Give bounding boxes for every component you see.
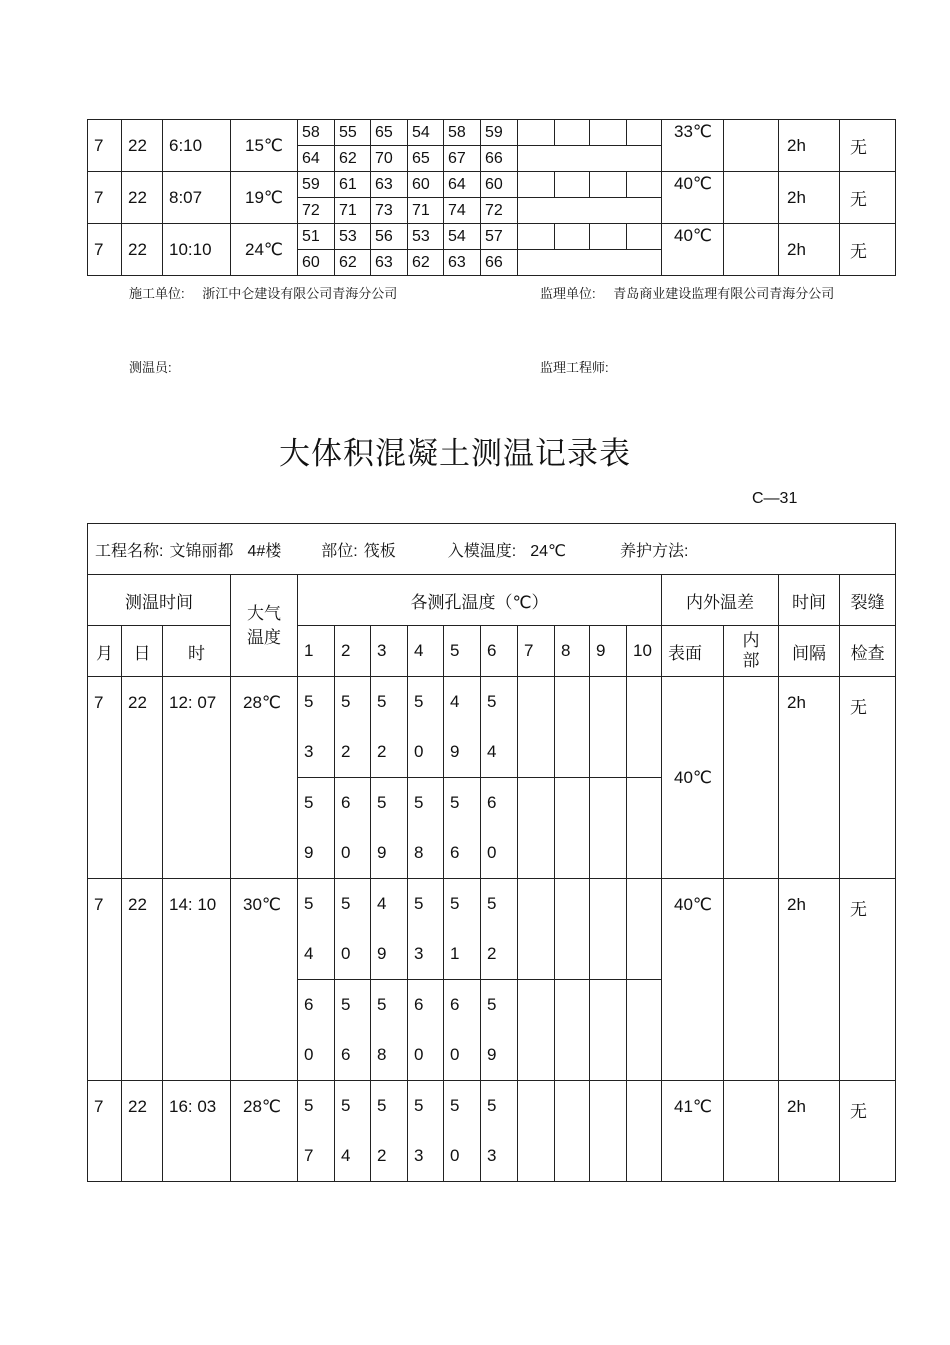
project-label: 工程名称: [95,542,164,560]
hole-temp-digit: 5 [487,692,497,711]
surface-diff-cell: 40℃ [662,172,724,224]
hole-temp-cell [408,1081,444,1182]
hole-temp-digit: 6 [450,995,460,1014]
hole-temp-cell [481,778,518,879]
hole-temp-digit: 4 [304,944,314,963]
day-cell: 22 [122,879,163,1081]
crack-cell: 无 [840,879,896,1081]
interval-cell: 2h [779,677,840,879]
hole-temp-cell [371,980,408,1081]
empty-hole-cell [555,1081,590,1182]
hole-temp-cell: 71 [335,198,371,224]
hole-temp-cell [298,778,335,879]
hole-temp-cell [481,1081,518,1182]
air-temp-cell: 30℃ [231,879,298,1081]
hole-temp-cell [371,677,408,778]
hole-temp-digit: 4 [341,1146,351,1165]
hole-temp-digit: 0 [450,1045,460,1064]
time-cell: 8:07 [163,172,231,224]
hole-temp-digit: 5 [304,894,314,913]
hole-temp-cell: 67 [444,146,481,172]
empty-hole-cell [555,879,590,980]
hole-number-header: 2 [335,626,371,677]
crack-cell: 无 [840,172,896,224]
empty-hole-cell [590,980,627,1081]
empty-hole-cell [555,172,590,198]
empty-hole-cell [627,980,662,1081]
empty-hole-cell [590,224,627,250]
hole-temp-cell: 63 [371,250,408,276]
hole-temp-cell: 58 [298,120,335,146]
inner-diff-cell [724,879,779,1081]
mold-temp-label: 入模温度: [447,542,517,560]
hole-temp-cell: 59 [298,172,335,198]
supervision-unit-value: 青岛商业建设监理有限公司青海分公司 [613,286,835,301]
month-cell: 7 [88,172,122,224]
month-cell: 7 [88,677,122,879]
day-cell: 22 [122,1081,163,1182]
hole-temp-cell [298,1081,335,1182]
crack-header-2: 检查 [840,626,896,677]
engineer-label: 监理工程师: [540,360,609,375]
hole-temp-cell [444,879,481,980]
hole-temp-digit: 0 [341,843,351,862]
hole-temp-digit: 6 [414,995,424,1014]
empty-hole-cell [518,980,555,1081]
day-header: 日 [122,626,163,677]
hole-temp-cell: 63 [371,172,408,198]
air-temp-header-line1: 大气 [247,603,281,623]
hole-temp-digit: 0 [304,1045,314,1064]
hole-temp-cell: 74 [444,198,481,224]
empty-hole-cell [518,778,555,879]
hole-temp-cell: 72 [481,198,518,224]
project-value: 文锦丽都 [169,542,234,560]
day-cell: 22 [122,172,163,224]
inner-header [724,626,779,677]
hole-temp-cell: 60 [298,250,335,276]
hole-temp-cell: 62 [335,250,371,276]
hole-temp-cell: 57 [481,224,518,250]
hole-temp-digit: 4 [487,742,497,761]
previous-page-table [87,119,896,276]
construction-unit-label: 施工单位: [129,286,185,301]
air-temp-header [231,575,298,677]
hole-temp-digit: 4 [450,692,460,711]
hole-temp-cell [481,879,518,980]
hole-temp-digit: 5 [377,793,387,812]
hole-temp-digit: 3 [304,742,314,761]
hole-temp-digit: 6 [341,793,351,812]
air-temp-cell: 19℃ [231,172,298,224]
hole-temp-digit: 5 [304,793,314,812]
supervision-unit-label: 监理单位: [540,286,596,301]
table-row [88,1081,896,1182]
hole-temp-digit: 9 [377,944,387,963]
day-cell: 22 [122,224,163,276]
hole-temp-cell: 70 [371,146,408,172]
hole-number-header: 8 [555,626,590,677]
interval-header-2: 间隔 [779,626,840,677]
hole-temp-digit: 6 [341,1045,351,1064]
inner-diff-cell [724,677,779,879]
hole-temp-cell: 51 [298,224,335,250]
hole-number-header: 9 [590,626,627,677]
month-cell: 7 [88,224,122,276]
hole-temp-cell: 54 [408,120,444,146]
empty-hole-cell [518,879,555,980]
day-cell: 22 [122,677,163,879]
holes-header: 各测孔温度（℃） [298,575,662,626]
interval-header-1: 时间 [779,575,840,626]
empty-hole-cell [590,1081,627,1182]
hole-temp-digit: 6 [304,995,314,1014]
hour-header: 时 [163,626,231,677]
month-cell: 7 [88,120,122,172]
hole-temp-cell [335,677,371,778]
hole-temp-digit: 0 [414,1045,424,1064]
interval-cell: 2h [779,120,840,172]
temperature-record-table [87,523,896,1182]
hole-temp-cell: 64 [298,146,335,172]
hole-temp-cell [298,879,335,980]
hole-temp-cell: 62 [335,146,371,172]
inner-diff-cell [724,172,779,224]
empty-hole-cell [590,172,627,198]
empty-hole-cell [518,677,555,778]
supervision-unit [540,283,834,302]
interval-cell: 2h [779,879,840,1081]
hole-temp-cell: 61 [335,172,371,198]
empty-hole-cell [627,879,662,980]
empty-hole-cell [518,1081,555,1182]
hole-temp-cell [408,778,444,879]
table-row [88,172,896,198]
surface-diff-cell: 40℃ [662,677,724,879]
curing-label: 养护方法: [619,542,689,560]
empty-hole-cell [518,120,555,146]
surface-diff-cell: 40℃ [662,224,724,276]
empty-hole-cell [590,120,627,146]
hole-temp-digit: 5 [377,1096,387,1115]
mold-temp-value: 24℃ [530,542,566,560]
measurer-label: 测温员: [129,360,172,375]
empty-hole-cell [555,778,590,879]
empty-hole-cell [590,778,627,879]
hole-temp-digit: 9 [377,843,387,862]
month-cell: 7 [88,1081,122,1182]
hole-temp-digit: 8 [414,843,424,862]
hole-temp-cell [408,879,444,980]
hole-temp-digit: 5 [414,894,424,913]
hole-temp-digit: 5 [304,1096,314,1115]
hole-temp-cell [298,980,335,1081]
hole-number-header: 5 [444,626,481,677]
crack-cell: 无 [840,677,896,879]
hole-temp-cell [335,879,371,980]
construction-unit [129,283,397,302]
hole-temp-digit: 5 [304,692,314,711]
hole-temp-digit: 0 [450,1146,460,1165]
measure-time-header: 测温时间 [88,575,231,626]
empty-hole-cell [627,1081,662,1182]
construction-unit-value: 浙江中仑建设有限公司青海分公司 [202,286,398,301]
hole-temp-cell: 60 [481,172,518,198]
hole-temp-digit: 8 [377,1045,387,1064]
hole-temp-digit: 6 [487,793,497,812]
empty-hole-cell [627,224,662,250]
hole-temp-cell [298,677,335,778]
hole-temp-digit: 5 [487,894,497,913]
table-row [88,120,896,146]
empty-hole-cell [518,224,555,250]
hole-temp-cell: 56 [371,224,408,250]
hole-temp-digit: 0 [341,944,351,963]
hole-temp-digit: 5 [341,1096,351,1115]
empty-hole-cell [627,677,662,778]
air-temp-cell: 24℃ [231,224,298,276]
surface-diff-cell: 33℃ [662,120,724,172]
hole-temp-digit: 5 [450,793,460,812]
empty-hole-cell [627,120,662,146]
inner-diff-cell [724,1081,779,1182]
header-row-1 [88,575,896,626]
hole-temp-cell: 59 [481,120,518,146]
empty-hole-cell [555,677,590,778]
air-temp-cell: 28℃ [231,1081,298,1182]
hole-number-header: 6 [481,626,518,677]
month-cell: 7 [88,879,122,1081]
day-cell: 22 [122,120,163,172]
hole-temp-digit: 5 [414,1096,424,1115]
air-temp-header-line2: 温度 [247,627,281,647]
inner-header-line1: 内 [742,631,760,650]
hole-temp-cell [371,1081,408,1182]
time-cell: 10:10 [163,224,231,276]
crack-cell: 无 [840,120,896,172]
hole-temp-digit: 4 [377,894,387,913]
empty-hole-cell [555,120,590,146]
hole-temp-digit: 9 [450,742,460,761]
hole-temp-cell: 54 [444,224,481,250]
page-title: 大体积混凝土测温记录表 [279,436,631,471]
surface-header: 表面 [662,626,724,677]
crack-header-1: 裂缝 [840,575,896,626]
hole-temp-cell [444,677,481,778]
inner-header-line2: 部 [742,651,760,670]
hole-temp-cell [371,879,408,980]
hole-temp-cell [335,778,371,879]
hole-temp-cell [335,980,371,1081]
table-row [88,879,896,980]
empty-hole-cell [555,980,590,1081]
hole-temp-cell [371,778,408,879]
empty-hole-cell [627,172,662,198]
hole-temp-digit: 5 [414,793,424,812]
hole-temp-digit: 5 [487,1096,497,1115]
hole-temp-digit: 5 [341,894,351,913]
hole-temp-digit: 9 [304,843,314,862]
hole-temp-digit: 0 [414,742,424,761]
hole-temp-cell [408,677,444,778]
month-header: 月 [88,626,122,677]
hole-temp-digit: 5 [487,995,497,1014]
hole-temp-digit: 3 [414,944,424,963]
empty-hole-cell [518,146,662,172]
empty-hole-cell [518,250,662,276]
hole-temp-cell: 53 [408,224,444,250]
hole-temp-cell: 58 [444,120,481,146]
hole-temp-cell: 65 [408,146,444,172]
table-row [88,677,896,778]
empty-hole-cell [590,879,627,980]
project-info [88,524,896,575]
hole-temp-digit: 5 [450,894,460,913]
hole-temp-digit: 5 [377,692,387,711]
hole-temp-digit: 5 [414,692,424,711]
hole-temp-digit: 2 [377,742,387,761]
hole-temp-cell: 65 [371,120,408,146]
hole-temp-digit: 6 [450,843,460,862]
hole-number-header: 7 [518,626,555,677]
hole-temp-cell [335,1081,371,1182]
hole-temp-cell: 60 [408,172,444,198]
hole-number-header: 10 [627,626,662,677]
hole-temp-digit: 7 [304,1146,314,1165]
hole-temp-cell [481,677,518,778]
interval-cell: 2h [779,172,840,224]
hole-number-header: 4 [408,626,444,677]
hole-temp-digit: 5 [377,995,387,1014]
hole-temp-digit: 3 [487,1146,497,1165]
hole-temp-cell: 73 [371,198,408,224]
hole-temp-digit: 3 [414,1146,424,1165]
hole-temp-cell: 63 [444,250,481,276]
hole-temp-cell: 64 [444,172,481,198]
time-cell: 16: 03 [163,1081,231,1182]
interval-cell: 2h [779,1081,840,1182]
part-label: 部位: [321,542,358,560]
building-value: 4#楼 [247,542,282,560]
inner-diff-cell [724,120,779,172]
hole-temp-cell: 53 [335,224,371,250]
hole-temp-digit: 2 [377,1146,387,1165]
time-cell: 12: 07 [163,677,231,879]
hole-temp-digit: 5 [450,1096,460,1115]
empty-hole-cell [627,778,662,879]
crack-cell: 无 [840,224,896,276]
info-row [88,524,896,575]
hole-temp-cell [444,778,481,879]
header-row-2 [88,626,896,677]
hole-temp-digit: 5 [341,995,351,1014]
hole-temp-cell: 55 [335,120,371,146]
hole-temp-cell [444,980,481,1081]
hole-temp-cell: 66 [481,146,518,172]
form-code: C—31 [752,490,798,507]
hole-temp-cell: 71 [408,198,444,224]
time-cell: 14: 10 [163,879,231,1081]
part-value: 筏板 [363,542,396,560]
air-temp-cell: 15℃ [231,120,298,172]
table-row [88,224,896,250]
empty-hole-cell [518,172,555,198]
surface-diff-cell: 41℃ [662,1081,724,1182]
crack-cell: 无 [840,1081,896,1182]
time-cell: 6:10 [163,120,231,172]
hole-number-header: 1 [298,626,335,677]
hole-temp-cell [481,980,518,1081]
hole-temp-digit: 0 [487,843,497,862]
hole-temp-cell: 66 [481,250,518,276]
hole-temp-digit: 9 [487,1045,497,1064]
hole-temp-cell: 72 [298,198,335,224]
empty-hole-cell [518,198,662,224]
hole-temp-cell [444,1081,481,1182]
interval-cell: 2h [779,224,840,276]
inner-diff-cell [724,224,779,276]
diff-header: 内外温差 [662,575,779,626]
hole-temp-digit: 2 [341,742,351,761]
hole-temp-digit: 5 [341,692,351,711]
empty-hole-cell [590,677,627,778]
air-temp-cell: 28℃ [231,677,298,879]
hole-number-header: 3 [371,626,408,677]
empty-hole-cell [555,224,590,250]
hole-temp-digit: 1 [450,944,460,963]
surface-diff-cell: 40℃ [662,879,724,1081]
hole-temp-cell: 62 [408,250,444,276]
hole-temp-digit: 2 [487,944,497,963]
hole-temp-cell [408,980,444,1081]
